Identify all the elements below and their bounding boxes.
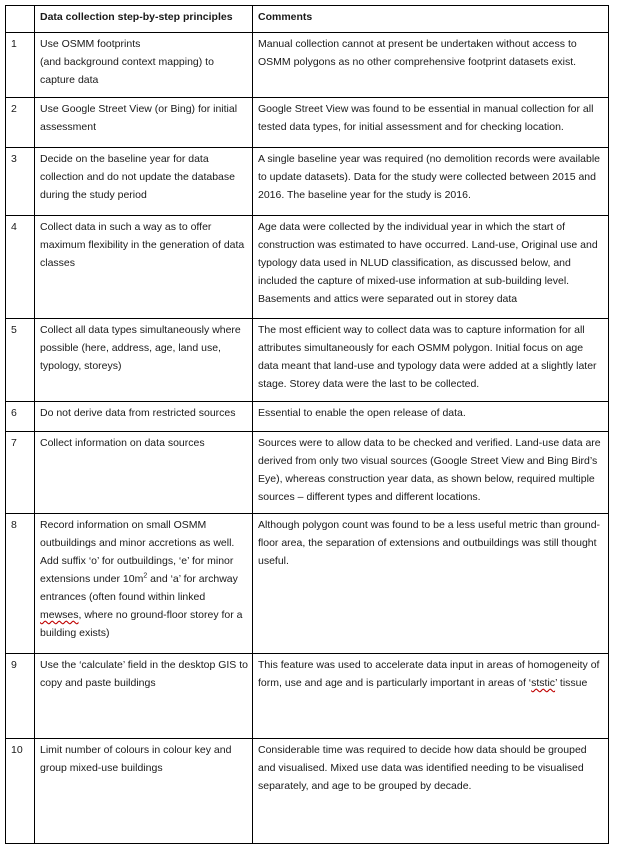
- spelling-flagged-word: mewses: [40, 609, 79, 621]
- row-number: 9: [6, 654, 35, 739]
- table-row: [6, 514, 609, 654]
- table-row: [6, 319, 609, 402]
- principles-table: [5, 5, 609, 844]
- table-row: [6, 98, 609, 148]
- header-row: [6, 6, 609, 33]
- row-number: 5: [6, 319, 35, 402]
- comment-text-part: This feature was used to accelerate data input in areas of homogeneity of form, use and age and is particularly important in areas of ‘: [258, 659, 600, 689]
- table-row: [6, 432, 609, 514]
- header-number-cell: [6, 6, 35, 33]
- comment-cell: The most efficient way to collect data was to capture information for all attributes simultaneously for each OSMM polygon. Initial focus on age data meant that land-use and typology data were added at a slightly later stage. Storey data were the last to be collected.: [253, 319, 609, 402]
- row-number: 2: [6, 98, 35, 148]
- row-number: 8: [6, 514, 35, 654]
- table-row: [6, 216, 609, 319]
- row-number: 4: [6, 216, 35, 319]
- comment-cell: [253, 654, 609, 739]
- principle-text-part: Record information on small OSMM outbuildings and minor accretions as well. Add suffix ‘o’ for outbuildings, ‘e’ for minor extensions under 10m: [40, 519, 235, 585]
- superscript-two: 2: [143, 572, 148, 580]
- comment-text-part: ’ tissue: [555, 677, 588, 689]
- row-number: 10: [6, 739, 35, 844]
- principle-cell: Limit number of colours in colour key and group mixed-use buildings: [35, 739, 253, 844]
- principle-cell: Do not derive data from restricted sources: [35, 402, 253, 432]
- comment-cell: Sources were to allow data to be checked and verified. Land-use data are derived from only two visual sources (Google Street View and Bing Bird’s Eye), whereas construction year data, as shown below, required multiple sources – different types and different locations.: [253, 432, 609, 514]
- principle-cell: Collect information on data sources: [35, 432, 253, 514]
- principle-text-part: and ‘a’ for archway entrances (often found within linked: [40, 573, 238, 603]
- principle-cell: Use OSMM footprints (and background context mapping) to capture data: [35, 33, 253, 98]
- table-row: [6, 402, 609, 432]
- principle-text-part: , where no ground-floor storey for a building exists): [40, 609, 243, 639]
- row-number: 3: [6, 148, 35, 216]
- row-number: 6: [6, 402, 35, 432]
- principle-cell: Use Google Street View (or Bing) for initial assessment: [35, 98, 253, 148]
- comment-cell: Although polygon count was found to be a less useful metric than ground-floor area, the separation of extensions and outbuildings was still thought useful.: [253, 514, 609, 654]
- row-number: 7: [6, 432, 35, 514]
- row-number: 1: [6, 33, 35, 98]
- header-comments-cell: Comments: [253, 6, 609, 33]
- comment-cell: A single baseline year was required (no demolition records were available to update datasets). Data for the study were collected between 2015 and 2016. The baseline year for the study is 2016.: [253, 148, 609, 216]
- table-row: [6, 33, 609, 98]
- table-row: [6, 739, 609, 844]
- principle-cell: Decide on the baseline year for data collection and do not update the database during the study period: [35, 148, 253, 216]
- principle-cell: Use the ‘calculate’ field in the desktop GIS to copy and paste buildings: [35, 654, 253, 739]
- comment-cell: Manual collection cannot at present be undertaken without access to OSMM polygons as no other comprehensive footprint datasets exist.: [253, 33, 609, 98]
- principle-cell: Collect data in such a way as to offer maximum flexibility in the generation of data classes: [35, 216, 253, 319]
- comment-cell: Google Street View was found to be essential in manual collection for all tested data types, for initial assessment and for checking location.: [253, 98, 609, 148]
- header-principles-cell: Data collection step-by-step principles: [35, 6, 253, 33]
- comment-cell: Age data were collected by the individual year in which the start of construction was estimated to have occurred. Land-use, Original use and typology data used in NLUD classification, as discussed below, and included the capture of mixed-use information at sub-building level. Basements and attics were separated out in storey data: [253, 216, 609, 319]
- table-row: [6, 654, 609, 739]
- spelling-flagged-word: ststic: [531, 677, 556, 689]
- principle-cell: [35, 514, 253, 654]
- comment-cell: Considerable time was required to decide how data should be grouped and visualised. Mixed use data was identified needing to be visualised separately, and age to be grouped by decade.: [253, 739, 609, 844]
- table-row: [6, 148, 609, 216]
- principle-cell: Collect all data types simultaneously where possible (here, address, age, land use, typology, storeys): [35, 319, 253, 402]
- comment-cell: Essential to enable the open release of data.: [253, 402, 609, 432]
